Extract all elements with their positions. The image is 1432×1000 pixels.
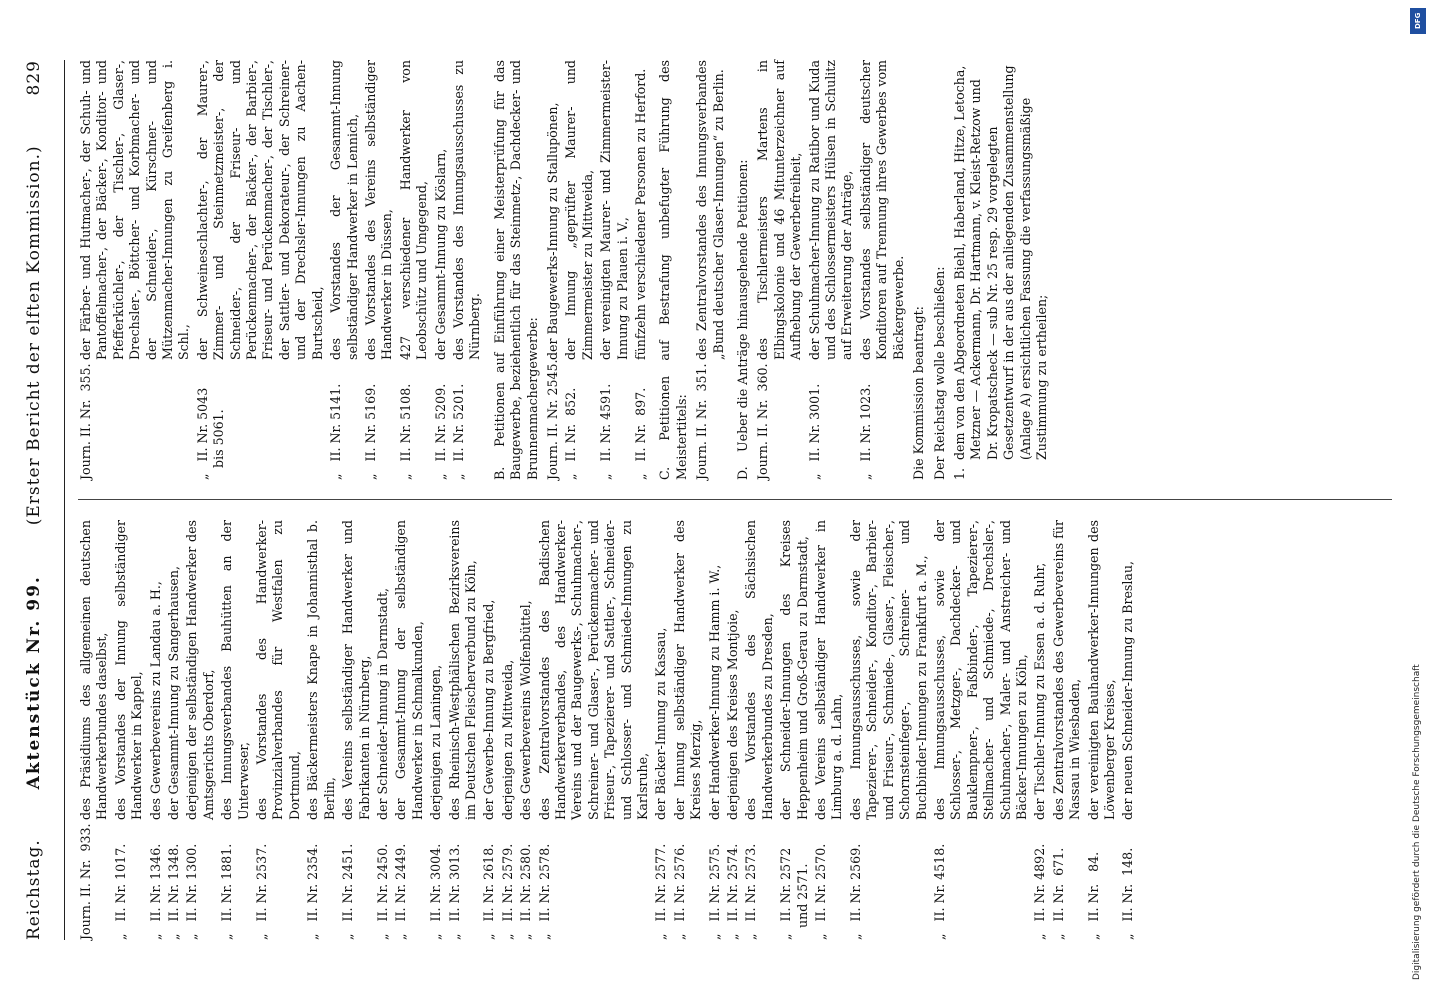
journal-reference: Journ. II. Nr. 2545. <box>544 359 560 480</box>
petitioner-text: der Gewerbe-Innung zu Bergfried, <box>481 599 497 820</box>
journal-reference: „ II. Nr. 2354. <box>305 843 321 940</box>
petition-entry <box>858 60 907 480</box>
journal-reference: „ II. Nr. 5043 bis 5061. <box>194 387 227 480</box>
petitioner-text: der neuen Schneider-Innung zu Breslau, <box>1120 560 1136 820</box>
journal-reference: „ II. Nr. 852. <box>563 387 579 480</box>
petition-entry <box>363 60 396 480</box>
journal-reference: „ II. Nr. 2578. <box>536 843 552 940</box>
petitioner-text: des Vorstandes des Vereins selbständiger Handwerker in Düssen, <box>362 60 395 360</box>
journal-reference: „ II. Nr. 2569. <box>847 843 863 940</box>
petitioner-text: des Zentralvorstandes des Innungsverbandes „Bund deutscher Glaser-Innungen“ zu Berlin. <box>694 60 726 360</box>
dfg-logo: DFG <box>1410 8 1426 34</box>
petitioner-text: des Vorstandes des Handwerker-Provinzialverbandes für Westfalen zu Dortmund, <box>254 520 302 820</box>
petition-entry <box>500 520 516 940</box>
journal-reference: „ II. Nr. 2575. <box>706 843 722 940</box>
petitioner-text: des Tischlermeisters Martens in Elbingskolonie und 46 Mitunterzeichner auf Aufhebung der Gewerbefreiheit, <box>755 60 804 360</box>
petitioner-text: der Gesammt-Innung der selbständigen Handwerker in Schmalkunden, <box>393 520 425 820</box>
petition-entry <box>433 60 449 480</box>
petition-entry <box>1086 520 1119 940</box>
journal-reference: „ II. Nr. 4591. <box>598 383 614 480</box>
petitioner-text: des Vorstandes des Sächsischen Handwerkerbundes zu Dresden, <box>743 520 775 820</box>
petitioner-text: der Baugewerks-Innung zu Stallupönen, <box>544 102 560 360</box>
journal-reference: „ II. Nr. 84. <box>1085 851 1101 940</box>
journal-reference: „ II. Nr. 1346. <box>147 843 163 940</box>
petition-entry <box>813 520 846 940</box>
journal-reference: „ II. Nr. 1017. <box>112 843 128 940</box>
journal-reference: „ II. Nr. 2576. <box>671 843 687 940</box>
petition-entry <box>633 60 649 480</box>
petitioner-text: der Schuhmacher-Innung zu Ratibor und Kuda und des Schlossermeisters Hülsen in Schulitz auf Erweiterung der Anträge, <box>806 60 855 360</box>
petition-entry <box>481 520 497 940</box>
petitioner-text: des Vorstandes der Innung selbständiger Handwerker in Kappel, <box>112 520 145 820</box>
section-label: D. <box>735 466 751 480</box>
petition-entry <box>545 60 561 480</box>
journal-reference: Journ. II. Nr. 351. <box>694 363 710 480</box>
journal-reference: Journ. II. Nr. 933. <box>78 823 93 940</box>
column-divider <box>78 499 1392 500</box>
petitioner-text: der Handwerker-Innung zu Hamm i. W., <box>706 564 722 820</box>
section-title: Petitionen auf Einführung einer Meisterprüfung für das Baugewerbe, beziehentlich für das Steinmetz-, Dachdecker- und Brunnenmachergewerbe: <box>491 60 540 480</box>
petitioner-text: des Innungsausschusses, sowie der Schlosser-, Metzger-, Dachdecker- und Bauklempner-, Faßbinder-, Tapezierer-, Stellmacher- und Schmiede-, Drechsler-, Schuhmacher-, Maler- und Anstreicher- und Bäcker-Innungen zu Köln, <box>931 520 1029 820</box>
section-title: Petitionen auf Bestrafung unbefugter Führung des Meistertitels: <box>657 60 689 480</box>
header-title: Aktenstück Nr. 99. <box>24 575 44 790</box>
petition-entry <box>1120 520 1136 940</box>
resolution-list <box>952 60 1050 480</box>
petition-entry <box>166 520 182 940</box>
petitioner-text: des Vereins selbständiger Handwerker in Limburg a. d. Lahn, <box>813 520 845 820</box>
petition-entry <box>694 60 727 480</box>
item-number: 1. <box>951 467 967 480</box>
petitioner-text: des Präsidiums des allgemeinen deutschen Handwerkerbundes daselbst, <box>78 520 110 820</box>
petition-entry <box>537 520 652 940</box>
page-header <box>24 60 65 940</box>
petitioner-text: derjenigen der selbständigen Handwerker des Amtsgerichts Oberdorf, <box>184 520 216 820</box>
petitioner-text: des Innungsverbandes Bauhütten an der Unterweser, <box>219 520 251 820</box>
journal-reference: „ II. Nr. 5141. <box>328 383 344 480</box>
section-heading <box>657 60 690 480</box>
petitioner-text: derjenigen zu Laningen, <box>428 664 444 820</box>
petition-entry <box>148 520 164 940</box>
journal-reference: Journ. II. Nr. 360. <box>755 363 771 480</box>
journal-reference: „ II. Nr. 671. <box>1050 847 1066 940</box>
journal-reference: „ II. Nr. 5209. <box>432 383 448 480</box>
petition-entry <box>195 60 326 480</box>
journal-reference: „ II. Nr. 5201. <box>450 383 466 480</box>
petitioner-text: des Zentralvorstandes des Badischen Handwerkerverbandes, des Handwerker-Vereins und der Baugewerks-, Schuhmacher-, Schreiner- und Glaser-, Perückenmacher- und Friseur-, Tapezierer- und Sattler-, Schneider- und Schlosser- und Schmiede-Innungen zu Karlsruhe, <box>536 520 650 820</box>
section-heading <box>492 60 541 480</box>
petition-entry <box>848 520 930 940</box>
resolution-item <box>952 60 1050 480</box>
petition-entry <box>398 60 431 480</box>
petition-entry <box>447 520 480 940</box>
petition-entry <box>653 520 669 940</box>
item-text: dem von den Abgeordneten Biehl, Haberland, Hitze, Letocha, Metzner — Ackermann, Dr. Hartmann, v. Kleist-Retzow und Dr. Kropatscheck — sub Nr. 25 resp. 29 vorgelegten Gesetzentwurf in der aus der anliegenden Zusammenstellung (Anlage A) ersichtlichen Fassung die verfassungsmäßige Zustimmung zu ertheilen; <box>951 65 1049 460</box>
header-left: Reichstag. <box>24 839 44 940</box>
petition-entry <box>672 520 705 940</box>
journal-reference: „ II. Nr. 1300. <box>184 843 200 940</box>
journal-reference: „ II. Nr. 2450. <box>374 843 390 940</box>
petition-entry <box>254 520 303 940</box>
petitioner-text: der Gesammt-Innung zu Köslarn, <box>432 148 448 360</box>
petition-entry <box>707 520 723 940</box>
petitioner-text: der Schneider-Innungen des Kreises Heppenheim und Groß-Gerau zu Darmstadt, <box>778 520 810 820</box>
header-subtitle: (Erster Bericht der elften Kommission.) <box>24 145 44 526</box>
journal-reference: „ II. Nr. 2580. <box>518 843 534 940</box>
section-label: C. <box>657 466 673 480</box>
petitioner-text: des Gewerbevereins zu Landau a. H., <box>147 581 163 820</box>
journal-reference: „ II. Nr. 4892. <box>1032 843 1048 940</box>
left-column <box>78 520 1392 940</box>
petition-entry <box>393 520 426 940</box>
petition-entry <box>1051 520 1084 940</box>
right-column <box>78 60 1392 480</box>
journal-reference: „ II. Nr. 2572 und 2571. <box>778 847 810 940</box>
journal-reference: „ II. Nr. 1881. <box>219 843 235 940</box>
petition-entry <box>807 60 856 480</box>
petitioner-text: des Zentralvorstandes des Gewerbevereins für Nassau in Wiesbaden, <box>1050 520 1083 820</box>
petitioner-text: der Innung „geprüfter Maurer- und Zimmermeister zu Mittweida, <box>563 60 595 360</box>
petition-entry <box>451 60 484 480</box>
section-heading <box>735 60 751 480</box>
digitization-note: Digitalisierung gefördert durch die Deutsche Forschungsgemeinschaft <box>1412 664 1422 980</box>
petitioner-text: des Vorstandes des Innungsausschusses zu Nürnberg. <box>450 60 483 360</box>
journal-reference: „ II. Nr. 2570. <box>813 843 829 940</box>
petition-entry <box>113 520 146 940</box>
petitioner-text: des Rheinisch-Westphälischen Bezirksvereins im Deutschen Fleischerverbund zu Köln, <box>446 520 478 820</box>
petitioner-text: des Gewerbevereins Wolfenbüttel, <box>518 600 534 820</box>
journal-reference: „ II. Nr. 897. <box>633 387 648 480</box>
petitioner-text: der Färber- und Hutmacher-, der Schuh- und Pantoffelmacher-, der Bäcker-, Konditor- und Pfefferküchler-, der Tischler-, Glaser-, Drechsler-, Böttcher- und Korbmacher- und der Schneider-, Kürschner- und Mützenmacher-Innungen zu Greifenberg i. Schl., <box>78 60 192 360</box>
petitioner-text: der vereinigten Bauhandwerker-Innungen des Löwenberger Kreises, <box>1085 520 1117 820</box>
petition-entry <box>598 60 631 480</box>
petitioner-text: der Tischler-Innung zu Essen a. d. Ruhr, <box>1032 562 1048 820</box>
petition-entry <box>563 60 596 480</box>
petition-entry <box>755 60 804 480</box>
journal-reference: „ II. Nr. 3013. <box>446 843 462 940</box>
petition-entry <box>184 520 217 940</box>
petition-entry <box>743 520 776 940</box>
section-title: Ueber die Anträge hinausgehende Petitionen: <box>735 159 751 456</box>
petition-entry <box>932 520 1030 940</box>
petitioner-text: derjenigen zu Mittweida, <box>499 659 515 820</box>
petitioner-text: 427 verschiedener Handwerker von Leobschütz und Umgegend, <box>397 60 430 360</box>
journal-reference: „ II. Nr. 3001. <box>806 383 822 480</box>
journal-reference: „ II. Nr. 1023. <box>857 383 873 480</box>
journal-reference: „ II. Nr. 2451. <box>340 843 356 940</box>
petition-entry <box>340 520 373 940</box>
petition-entry <box>78 520 111 940</box>
journal-reference: „ II. Nr. 5169. <box>362 383 378 480</box>
journal-reference: „ II. Nr. 2573. <box>743 843 759 940</box>
commission-intro: Die Kommission beantragt: <box>911 306 927 480</box>
petition-entry <box>328 60 361 480</box>
petition-entry <box>78 60 193 480</box>
journal-reference: „ II. Nr. 2449. <box>393 843 409 940</box>
petition-entry <box>725 520 741 940</box>
petition-entry <box>778 520 811 940</box>
petitioner-text: des Vorstandes der Gesammt-Innung selbständiger Handwerker in Lennich, <box>328 60 360 360</box>
petitioner-text: des Vorstandes selbständiger deutscher Konditoren auf Trennung ihres Gewerbes vom Bäckergewerbe. <box>857 60 906 360</box>
journal-reference: „ II. Nr. 5108. <box>397 383 413 480</box>
journal-reference: Journ. II. Nr. 355. <box>78 363 93 480</box>
petition-entry <box>428 520 444 940</box>
petitioner-text: der Bäcker-Innung zu Kassau, <box>653 627 669 820</box>
petition-entry <box>1032 520 1048 940</box>
journal-reference: „ II. Nr. 2618. <box>481 843 497 940</box>
journal-reference: „ II. Nr. 3004. <box>428 843 444 940</box>
journal-reference: „ II. Nr. 1348. <box>166 843 182 940</box>
petitioner-text: der Gesammt-Innung zu Sangerhausen, <box>166 566 182 820</box>
journal-reference: „ II. Nr. 2579. <box>499 843 515 940</box>
petition-entry <box>219 520 252 940</box>
petitioner-text: des Bäckermeisters Knape in Johannisthal b. Berlin, <box>305 520 337 820</box>
petition-entry <box>518 520 534 940</box>
petitioner-text: der Schweineschlachter-, der Maurer-, Zimmer- und Steinmetzmeister-, der Schneider-, der Friseur- und Perückenmacher-, der Bäcker-, der Barbier-, Friseur- und Perückenmacher-, der Tischler-, der Sattler- und Dekorateur-, der Schreiner- und der Drechsler-Innungen zu Aachen-Burtscheid, <box>194 60 325 360</box>
journal-reference: „ II. Nr. 148. <box>1120 847 1136 940</box>
journal-reference: „ II. Nr. 2574. <box>725 843 741 940</box>
petitioner-text: der Schneider-Innung in Darmstadt, <box>374 587 390 820</box>
petitioner-text: des Vereins selbständiger Handwerker und Fabrikanten in Nürnberg, <box>340 520 372 820</box>
petitioner-text: derjenigen des Kreises Montjoie, <box>725 609 741 820</box>
petition-entry <box>305 520 338 940</box>
petition-entry <box>375 520 391 940</box>
journal-reference: „ II. Nr. 4518. <box>931 843 947 940</box>
petitioner-text: fünfzehn verschiedener Personen zu Herford. <box>633 68 648 360</box>
resolution-intro: Der Reichstag wolle beschließen: <box>931 266 947 480</box>
petitioner-text: der Innung selbständiger Handwerker des Kreises Merzig, <box>671 520 704 820</box>
petitioner-text: des Innungsausschusses, sowie der Tapezierer-, Schneider-, Konditor-, Barbier- und Friseur-, Schmiede-, Glaser-, Fleischer-, Schornsteinfeger-, Schreiner- und Buchbinder-Innungen zu Frankfurt a. M., <box>847 520 929 820</box>
journal-reference: „ II. Nr. 2577. <box>653 843 669 940</box>
petitioner-text: der vereinigten Maurer- und Zimmermeister-Innung zu Plauen i. V., <box>598 60 630 360</box>
section-label: B. <box>491 466 507 480</box>
journal-reference: „ II. Nr. 2537. <box>254 843 270 940</box>
page-number: 829 <box>24 60 44 96</box>
